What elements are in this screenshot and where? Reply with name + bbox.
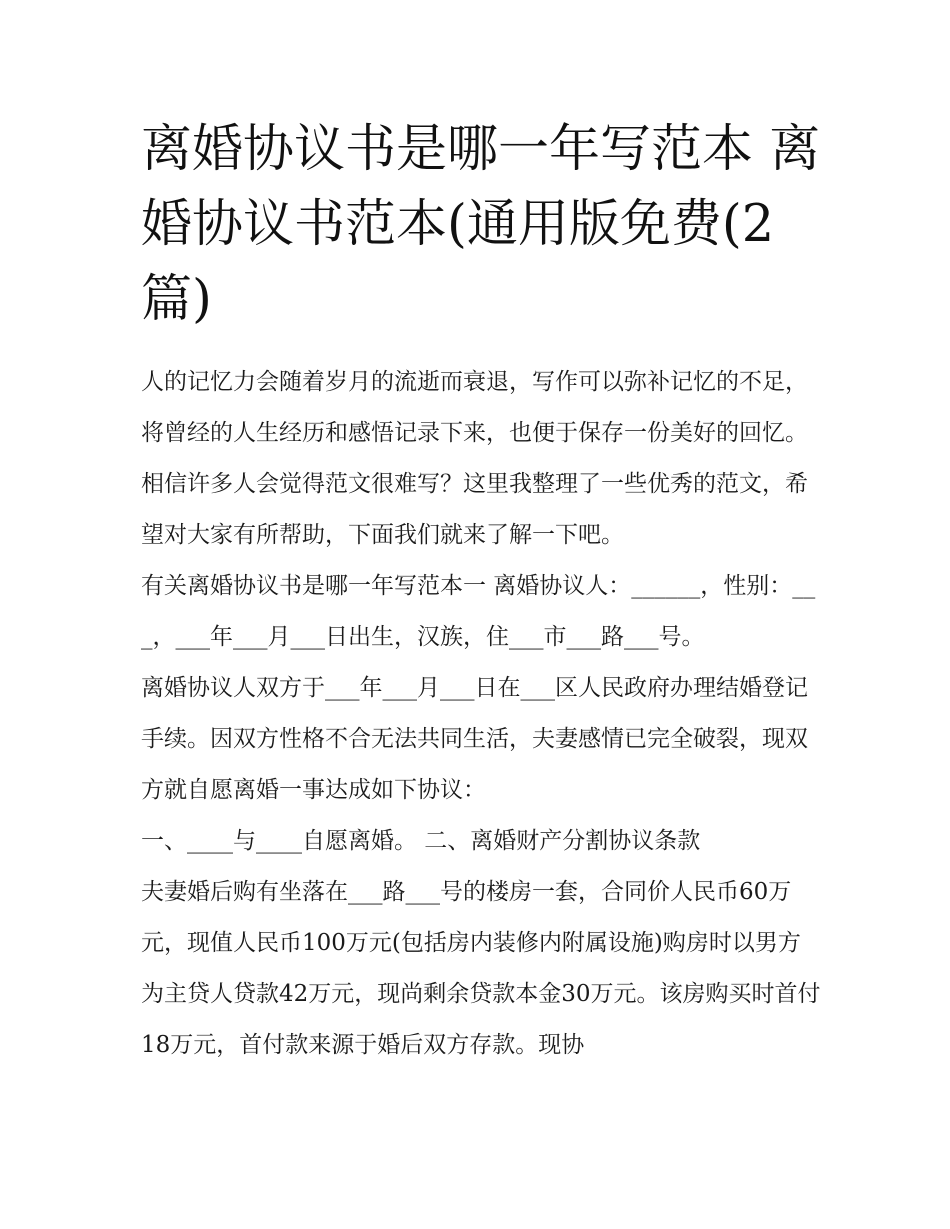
paragraph-parties: 有关离婚协议书是哪一年写范本一 离婚协议人：______，性别：___，___年___月___日出生，汉族，住___市___路___号。 — [141, 573, 816, 650]
document-body — [141, 357, 821, 1071]
document-title: 离婚协议书是哪一年写范本 离婚协议书范本(通用版免费(2篇) — [141, 120, 821, 329]
paragraph-intro: 人的记忆力会随着岁月的流逝而衰退，写作可以弥补记忆的不足，将曾经的人生经历和感悟记录下来，也便于保存一份美好的回忆。相信许多人会觉得范文很难写？这里我整理了一些优秀的范文，希望对大家有所帮助，下面我们就来了解一下吧。 — [141, 369, 808, 548]
paragraph-property: 夫妻婚后购有坐落在___路___号的楼房一套，合同价人民币60万元，现值人民币100万元(包括房内装修内附属设施)购房时以男方为主贷人贷款42万元，现尚剩余贷款本金30万元。该房购买时首付18万元，首付款来源于婚后双方存款。现协 — [141, 879, 821, 1058]
paragraph-clause-one: 一、____与____自愿离婚。 二、离婚财产分割协议条款 — [141, 828, 701, 854]
paragraph-marriage-registration: 离婚协议人双方于___年___月___日在___区人民政府办理结婚登记手续。因双方性格不合无法共同生活，夫妻感情已完全破裂，现双方就自愿离婚一事达成如下协议： — [141, 675, 808, 803]
